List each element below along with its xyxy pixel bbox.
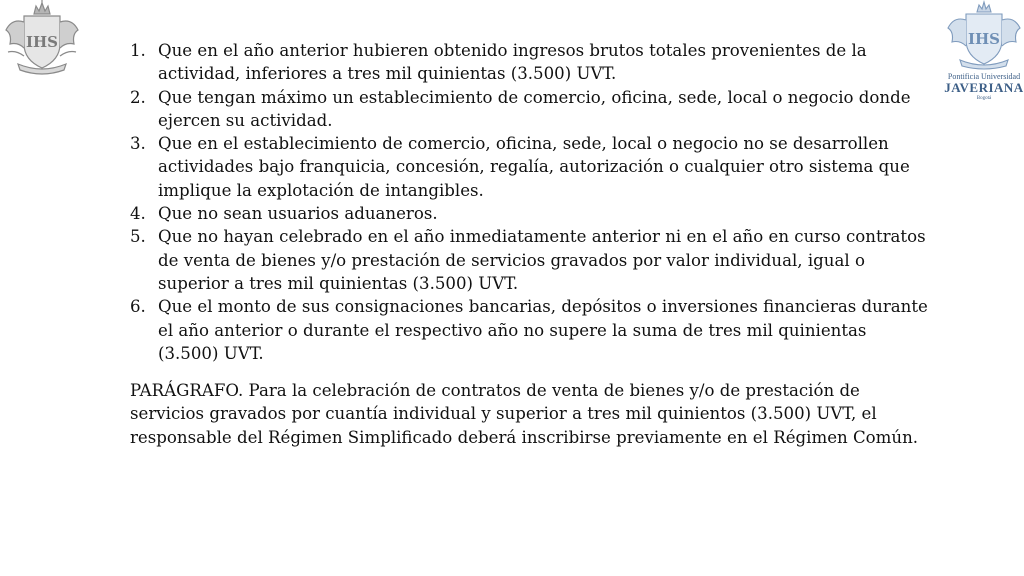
crest-emblem-left — [2, 0, 82, 78]
list-item — [130, 39, 930, 86]
list-item-number: 1. — [130, 41, 146, 60]
list-item-number: 3. — [130, 134, 146, 154]
slide-body — [130, 39, 930, 466]
svg-text:IHS: IHS — [967, 30, 1001, 48]
list-item — [130, 132, 930, 202]
list-item — [130, 202, 930, 225]
crest-logo-left — [2, 0, 82, 78]
list-item-number: 4. — [130, 204, 146, 224]
paragrafo-paragraph: PARÁGRAFO. Para la celebración de contratos de venta de bienes y/o de prestación de servicios gravados por cuantía individual y superior a tres mil quinientos (3.500) UVT, el responsable del Régimen Simplificado deberá inscribirse previamente en el Régimen Común. — [130, 381, 919, 447]
list-item-text: Que no hayan celebrado en el año inmediatamente anterior ni en el año en curso contratos de venta de bienes y/o prestación de servicios gravados por valor individual, igual o superior a tres mil quinientas (3.500) UVT. — [158, 227, 926, 293]
list-item — [130, 225, 930, 295]
list-item-number: 2. — [130, 87, 146, 107]
list-item-text: Que en el establecimiento de comercio, oficina, sede, local o negocio no se desarrollen actividades bajo franquicia, concesión, regalía, autorización o cualquier otro sistema que implique la explotación de intangibles. — [158, 134, 910, 200]
list-item-text: Que no sean usuarios aduaneros. — [158, 204, 438, 224]
logo-brand-name: JAVERIANA — [944, 80, 1024, 95]
javeriana-logo — [944, 0, 1024, 106]
logo-brand-city: Bogotá — [976, 96, 992, 101]
logo-brand-line1: Pontificia Universidad — [947, 72, 1021, 81]
list-item — [130, 86, 930, 133]
javeriana-crest-icon — [944, 0, 1024, 72]
list-item-number: 6. — [130, 297, 146, 317]
conditions-list — [130, 39, 930, 365]
svg-text:IHS: IHS — [25, 33, 59, 51]
list-item-number: 5. — [130, 227, 146, 247]
list-item-text: Que en el año anterior hubieren obtenido ingresos brutos totales provenientes de la actividad, inferiores a tres mil quinientas (3.500) UVT. — [158, 41, 867, 84]
list-item-text: Que el monto de sus consignaciones bancarias, depósitos o inversiones financieras durante el año anterior o durante el respectivo año no supere la suma de tres mil quinientas (3.500) UVT. — [158, 297, 928, 363]
list-item — [130, 295, 930, 365]
list-item-text: Que tengan máximo un establecimiento de comercio, oficina, sede, local o negocio donde ejercen su actividad. — [158, 87, 911, 130]
